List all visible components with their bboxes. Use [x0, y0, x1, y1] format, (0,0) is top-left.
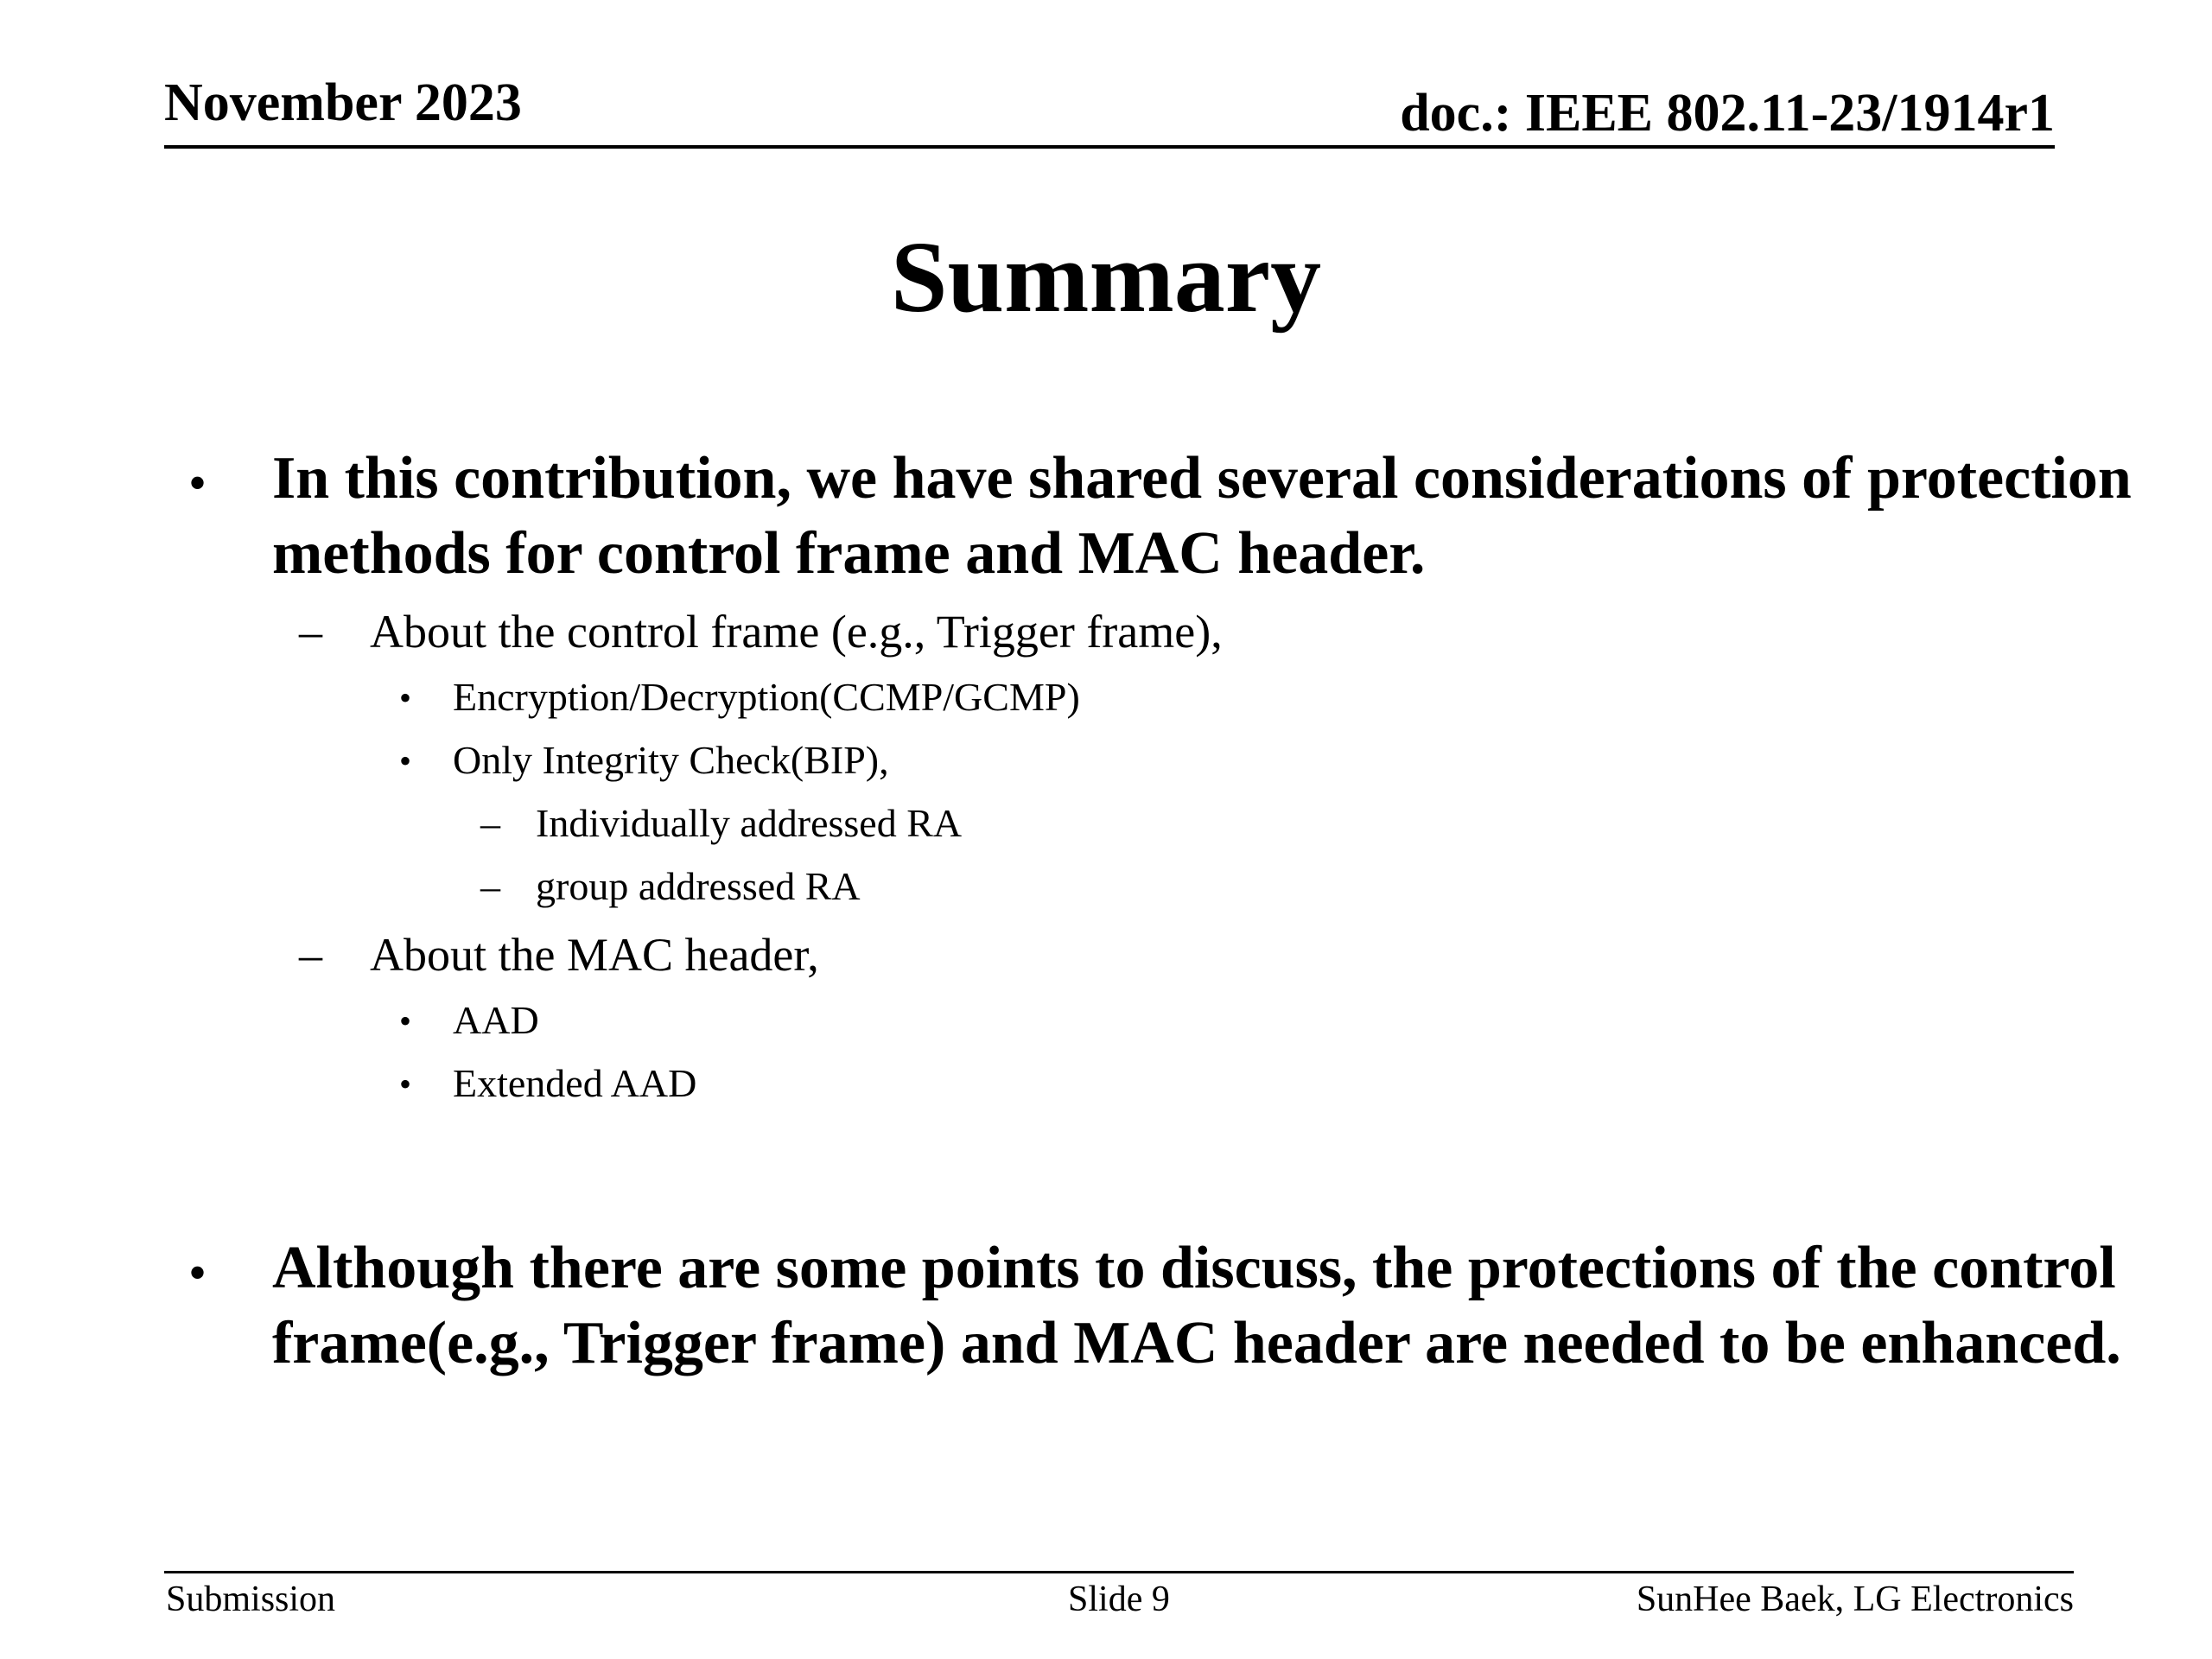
bullet-marker: •	[188, 454, 207, 512]
dash-marker: –	[299, 606, 322, 658]
footer-slide-number: Slide 9	[1068, 1580, 1170, 1619]
bullet-marker: •	[188, 1244, 207, 1301]
bullet-marker: •	[399, 741, 412, 780]
header-divider	[164, 145, 2055, 149]
bullet-marker: •	[399, 1065, 412, 1103]
control-frame-heading: About the control frame (e.g., Trigger frame),	[370, 606, 1223, 658]
dash-marker: –	[480, 801, 500, 845]
list-item-aad: AAD	[453, 998, 539, 1042]
bullet-marker: •	[399, 1001, 412, 1040]
header-date: November 2023	[164, 73, 522, 132]
list-item-individually-addressed: Individually addressed RA	[536, 801, 963, 845]
list-item-group-addressed: group addressed RA	[536, 864, 861, 908]
header-doc-id: doc.: IEEE 802.11-23/1914r1	[1400, 84, 2055, 143]
list-item-extended-aad: Extended AAD	[453, 1061, 697, 1105]
footer-author: SunHee Baek, LG Electronics	[1636, 1580, 2074, 1619]
list-item-integrity-check: Only Integrity Check(BIP),	[453, 738, 889, 782]
list-item-encryption: Encryption/Decryption(CCMP/GCMP)	[453, 675, 1080, 719]
dash-marker: –	[299, 929, 322, 981]
dash-marker: –	[480, 864, 500, 908]
bullet-marker: •	[399, 678, 412, 717]
footer-divider	[164, 1571, 2074, 1573]
bullet-second-text: Although there are some points to discuss, the protections of the control frame(e.g., Trigger frame) and MAC header are needed to be enhanced.	[272, 1235, 2121, 1376]
slide-title: Summary	[890, 220, 1322, 334]
footer-submission: Submission	[166, 1580, 336, 1619]
bullet-first-text: In this contribution, we have shared several considerations of protection methods for control frame and MAC header.	[272, 445, 2132, 587]
mac-header-heading: About the MAC header,	[370, 929, 819, 981]
